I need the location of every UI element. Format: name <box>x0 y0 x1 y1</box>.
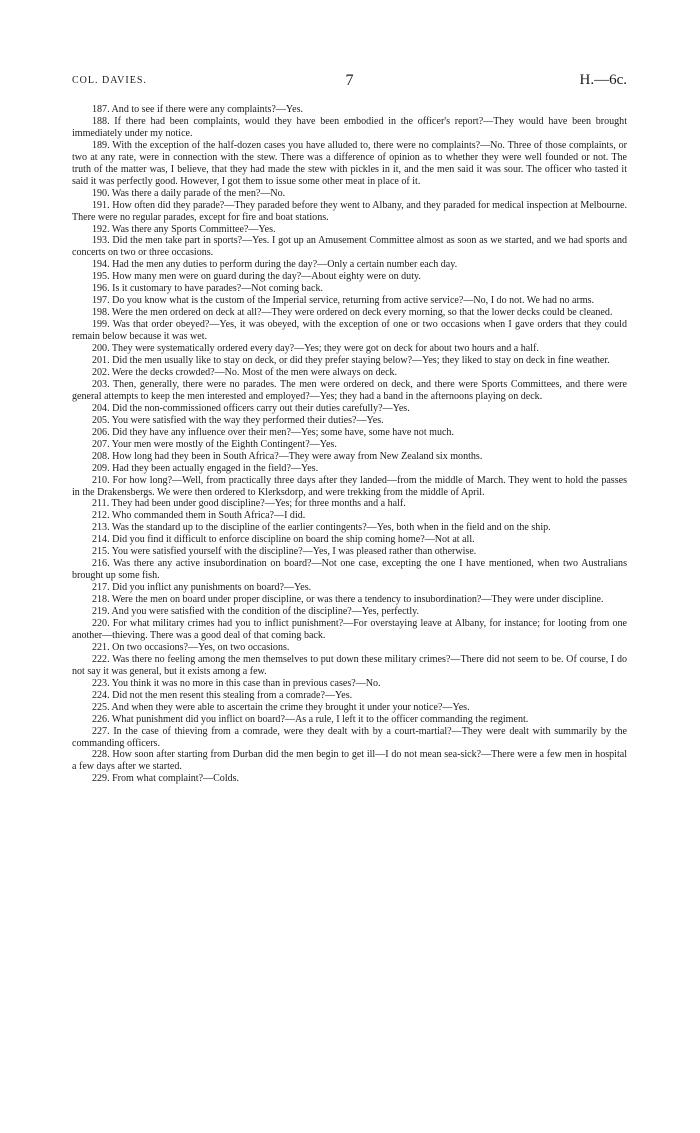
document-reference: H.—6c. <box>579 72 627 88</box>
testimony-paragraph: 205. You were satisfied with the way they performed their duties?—Yes. <box>92 414 384 426</box>
testimony-paragraph: 199. Was that order obeyed?—Yes, it was obeyed, with the exception of one or two occasions when I gave orders that they could remain below because it was wet. <box>72 319 627 343</box>
testimony-paragraph: 195. How many men were on guard during the day?—About eighty were on duty. <box>92 271 421 283</box>
testimony-paragraph: 212. Who commanded them in South Africa?—I did. <box>92 510 306 522</box>
testimony-paragraph: 193. Did the men take part in sports?—Yes. I got up an Amusement Committee almost as soon as we started, and we had sports and concerts on two or three occasions. <box>72 235 627 259</box>
testimony-paragraph: 203. Then, generally, there were no parades. The men were ordered on deck, and there were Sports Committees, and there were general attempts to keep the men interested and employed?—Yes; they had a band in the afternoons playing on deck. <box>72 378 627 402</box>
testimony-paragraph: 219. And you were satisfied with the condition of the discipline?—Yes, perfectly. <box>92 606 420 618</box>
testimony-paragraph: 229. From what complaint?—Colds. <box>92 773 240 785</box>
testimony-paragraph: 225. And when they were able to ascertain the crime they brought it under your notice?—Yes. <box>92 701 470 713</box>
testimony-paragraph: 211. They had been under good discipline?—Yes; for three months and a half. <box>92 498 406 510</box>
testimony-paragraph: 200. They were systematically ordered every day?—Yes; they were got on deck for about two hours and a half. <box>92 343 539 355</box>
testimony-paragraph: 223. You think it was no more in this case than in previous cases?—No. <box>92 677 381 689</box>
testimony-paragraph: 204. Did the non-commissioned officers carry out their duties carefully?—Yes. <box>92 402 410 414</box>
testimony-paragraph: 189. With the exception of the half-dozen cases you have alluded to, there were no complaints?—No. Three of those complaints, or two at any rate, were in connection with the stew. There was a difference of opinion as to whether they were well founded or not. The truth of the matter was, I believe, that they had made the stew with pickles in it, and the men said it was sour. The officer who tasted it said it was perfectly good. However, I got them to issue some other meat in place of it. <box>72 139 627 187</box>
testimony-paragraph: 197. Do you know what is the custom of the Imperial service, returning from active service?—No, I do not. We had no arms. <box>92 295 595 307</box>
testimony-paragraph: 213. Was the standard up to the discipline of the earlier contingents?—Yes, both when in the field and on the ship. <box>92 522 551 534</box>
testimony-paragraph: 228. How soon after starting from Durban did the men begin to get ill—I do not mean sea-sick?—There were a few men in hospital a few days after we started. <box>72 749 627 773</box>
testimony-paragraph: 187. And to see if there were any complaints?—Yes. <box>92 104 304 115</box>
testimony-paragraph: 210. For how long?—Well, from practically three days after they landed—from the middle of March. They went to hold the passes in the Drakensbergs. We were then ordered to Klerksdorp, and were trekking from the middle of April. <box>72 474 627 498</box>
testimony-paragraph: 224. Did not the men resent this stealing from a comrade?—Yes. <box>92 689 353 701</box>
testimony-paragraph: 214. Did you find it difficult to enforce discipline on board the ship coming home?—Not at all. <box>92 534 475 546</box>
testimony-paragraph: 201. Did the men usually like to stay on deck, or did they prefer staying below?—Yes; they liked to stay on deck in fine weather. <box>92 355 610 367</box>
testimony-paragraph: 191. How often did they parade?—They paraded before they went to Albany, and they paraded for medical inspection at Melbourne. There were no regular parades, except for fire and boat stations. <box>72 199 627 223</box>
testimony-paragraph: 218. Were the men on board under proper discipline, or was there a tendency to insubordination?—They were under discipline. <box>92 594 604 606</box>
testimony-paragraph: 208. How long had they been in South Africa?—They were away from New Zealand six months. <box>92 450 483 462</box>
testimony-paragraph: 220. For what military crimes had you to inflict punishment?—For overstaying leave at Albany, for instance; for looting from one another—thieving. There was a good deal of that coming back. <box>72 617 627 641</box>
testimony-paragraph: 221. On two occasions?—Yes, on two occasions. <box>92 641 290 653</box>
testimony-paragraph: 188. If there had been complaints, would they have been embodied in the officer's report?—They would have been brought immediately under my notice. <box>72 115 627 139</box>
testimony-paragraph: 196. Is it customary to have parades?—Not coming back. <box>92 283 324 295</box>
header-witness-name: COL. DAVIES. <box>72 75 147 86</box>
testimony-paragraph: 222. Was there no feeling among the men themselves to put down these military crimes?—There did not seem to be. Of course, I do not say it was general, but it exists among a few. <box>72 653 627 677</box>
testimony-paragraph: 202. Were the decks crowded?—No. Most of the men were always on deck. <box>92 366 398 378</box>
testimony-body <box>72 104 627 785</box>
testimony-paragraph: 207. Your men were mostly of the Eighth Contingent?—Yes. <box>92 438 337 450</box>
testimony-paragraph: 194. Had the men any duties to perform during the day?—Only a certain number each day. <box>92 259 458 271</box>
testimony-paragraph: 227. In the case of thieving from a comrade, were they dealt with by a court-martial?—They were dealt with summarily by the commanding officers. <box>72 725 627 749</box>
testimony-paragraph: 226. What punishment did you inflict on board?—As a rule, I left it to the officer commanding the regiment. <box>92 713 529 725</box>
page-header <box>72 72 627 90</box>
testimony-paragraph: 192. Was there any Sports Committee?—Yes. <box>92 223 276 235</box>
testimony-paragraph: 215. You were satisfied yourself with the discipline?—Yes, I was pleased rather than otherwise. <box>92 546 477 558</box>
page-number: 7 <box>345 72 354 89</box>
testimony-paragraph: 198. Were the men ordered on deck at all?—They were ordered on deck every morning, so that the lower decks could be cleaned. <box>92 307 613 319</box>
testimony-paragraph: 216. Was there any active insubordination on board?—Not one case, excepting the one I have mentioned, when two Australians brought up some fish. <box>72 558 627 582</box>
testimony-paragraph: 206. Did they have any influence over their men?—Yes; some have, some have not much. <box>92 426 454 438</box>
testimony-paragraph: 190. Was there a daily parade of the men?—No. <box>92 187 286 199</box>
testimony-paragraph: 217. Did you inflict any punishments on board?—Yes. <box>92 582 312 594</box>
testimony-paragraph: 209. Had they been actually engaged in the field?—Yes. <box>92 462 319 474</box>
